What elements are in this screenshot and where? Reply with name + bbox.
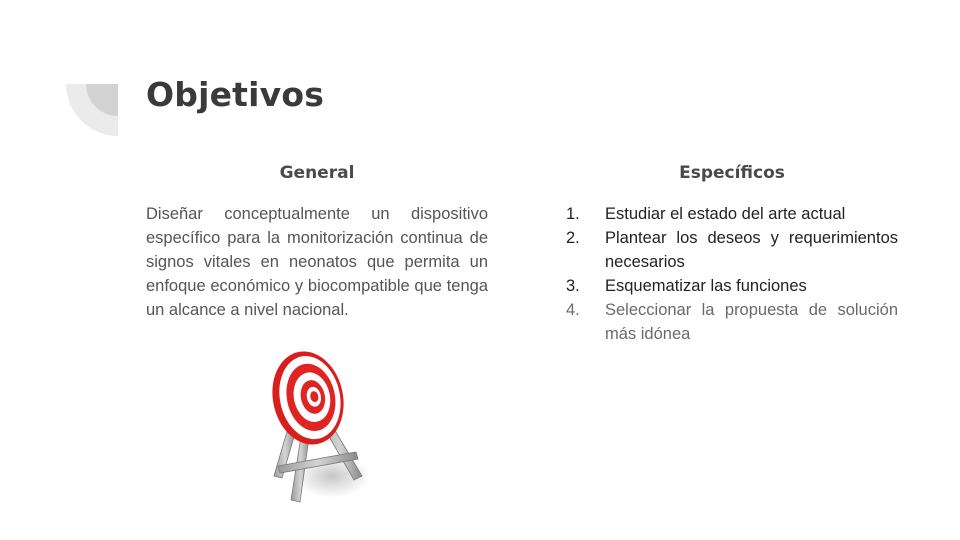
list-item [566,298,898,346]
archery-target-icon [258,348,370,506]
list-item-number: 1. [566,205,580,223]
general-heading: General [279,163,355,183]
specific-objectives-list [566,202,898,346]
list-item-text: Seleccionar la propuesta de solución más idónea [605,301,898,343]
list-item [566,226,898,274]
list-item-text: Plantear los deseos y requerimientos necesarios [605,229,898,271]
list-item [566,202,898,226]
list-item-text: Estudiar el estado del arte actual [605,205,846,223]
list-item-number: 2. [566,229,580,247]
general-objective-text: Diseñar conceptualmente un dispositivo específico para la monitorización continua de signos vitales en neonatos que permita un enfoque económico y biocompatible que tenga un alcance a nivel nacional. [146,205,488,319]
page-title: Objetivos [146,75,325,114]
list-item [566,274,898,298]
list-item-number: 3. [566,277,580,295]
especificos-heading: Específicos [679,163,785,183]
list-item-number: 4. [566,301,580,319]
quarter-circle-decoration-icon [66,84,118,136]
list-item-text: Esquematizar las funciones [605,277,807,295]
